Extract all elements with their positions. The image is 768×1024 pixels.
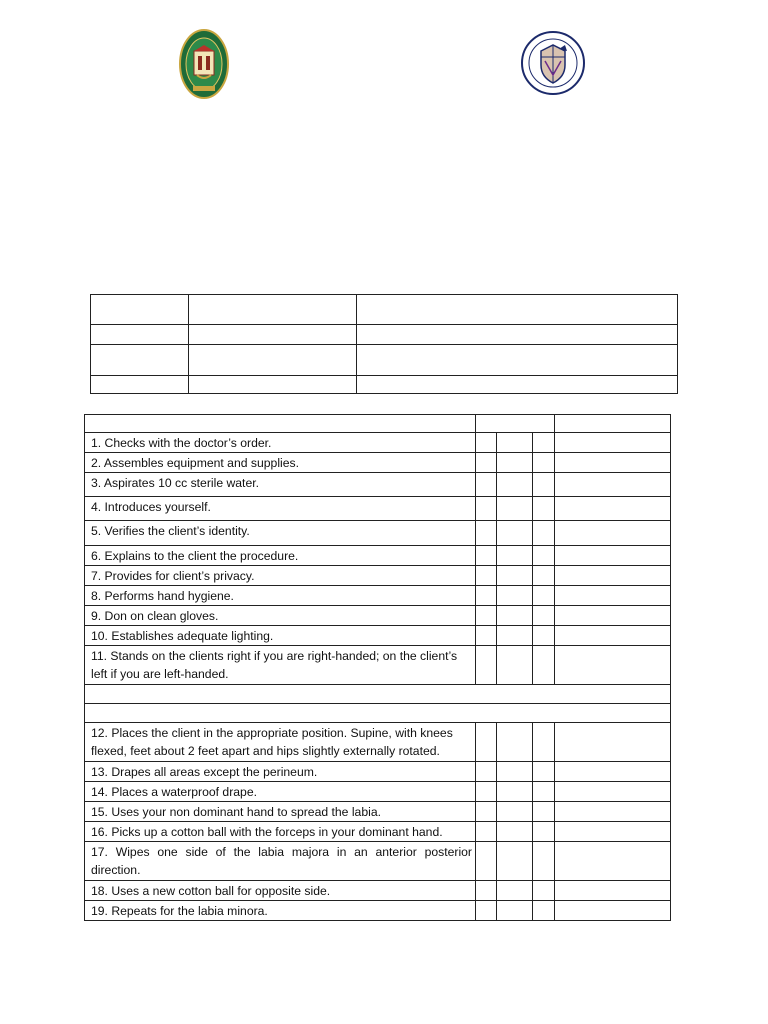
remarks-cell[interactable] [555,497,671,521]
rating-box[interactable] [497,546,533,566]
table-row [85,802,671,822]
step-text: 17. Wipes one side of the labia majora in an anterior posterior direction. [85,842,476,881]
info-cell [357,295,678,325]
rating-box[interactable] [533,521,555,546]
rating-box[interactable] [476,566,497,586]
remarks-cell[interactable] [555,762,671,782]
college-seal-blue-icon [521,31,585,95]
table-row [85,901,671,921]
rating-box[interactable] [497,782,533,802]
remarks-cell[interactable] [555,822,671,842]
remarks-cell[interactable] [555,566,671,586]
step-text: 1. Checks with the doctor’s order. [85,433,476,453]
rating-box[interactable] [476,802,497,822]
remarks-cell[interactable] [555,802,671,822]
table-row [85,433,671,453]
procedure-checklist-table [84,414,671,921]
step-text: 7. Provides for client’s privacy. [85,566,476,586]
table-row [85,842,671,881]
student-info-table [90,294,678,394]
table-row [85,881,671,901]
rating-box[interactable] [533,782,555,802]
section-divider-row [85,685,671,704]
remarks-cell[interactable] [555,881,671,901]
header-cell [85,415,476,433]
remarks-cell[interactable] [555,782,671,802]
remarks-cell[interactable] [555,433,671,453]
rating-box[interactable] [533,802,555,822]
remarks-cell[interactable] [555,586,671,606]
remarks-cell[interactable] [555,901,671,921]
rating-box[interactable] [497,842,533,881]
rating-box[interactable] [497,626,533,646]
rating-box[interactable] [476,433,497,453]
section-divider-row [85,704,671,723]
rating-box[interactable] [497,433,533,453]
step-text: 8. Performs hand hygiene. [85,586,476,606]
rating-box[interactable] [533,762,555,782]
rating-box[interactable] [476,497,497,521]
rating-box[interactable] [533,606,555,626]
table-row [85,822,671,842]
remarks-cell[interactable] [555,646,671,685]
rating-box[interactable] [476,901,497,921]
step-text: 2. Assembles equipment and supplies. [85,453,476,473]
table-row [85,497,671,521]
rating-box[interactable] [533,453,555,473]
step-text: 18. Uses a new cotton ball for opposite side. [85,881,476,901]
info-cell [189,325,357,345]
info-cell [357,376,678,394]
rating-box[interactable] [533,646,555,685]
rating-box[interactable] [497,881,533,901]
info-cell [357,325,678,345]
university-seal-green-icon [179,29,229,99]
rating-box[interactable] [476,473,497,497]
rating-box[interactable] [476,822,497,842]
rating-box[interactable] [497,822,533,842]
step-text: 15. Uses your non dominant hand to spread the labia. [85,802,476,822]
step-text: 12. Places the client in the appropriate position. Supine, with knees flexed, feet about 2 feet apart and hips slightly externally rotated. [85,723,476,762]
rating-box[interactable] [533,497,555,521]
table-row [85,782,671,802]
step-text: 9. Don on clean gloves. [85,606,476,626]
table-row [85,606,671,626]
rating-box[interactable] [497,901,533,921]
rating-box[interactable] [533,901,555,921]
remarks-header-cell [555,415,671,433]
table-row [85,521,671,546]
rating-box[interactable] [497,521,533,546]
step-text: 5. Verifies the client’s identity. [85,521,476,546]
rating-box[interactable] [497,586,533,606]
step-text: 6. Explains to the client the procedure. [85,546,476,566]
remarks-cell[interactable] [555,473,671,497]
rating-box[interactable] [497,606,533,626]
step-text: 16. Picks up a cotton ball with the forceps in your dominant hand. [85,822,476,842]
info-cell [91,325,189,345]
rating-box[interactable] [533,566,555,586]
rating-box[interactable] [476,606,497,626]
rating-box[interactable] [533,881,555,901]
rating-box[interactable] [497,566,533,586]
table-row [85,546,671,566]
rating-box[interactable] [476,881,497,901]
remarks-cell[interactable] [555,546,671,566]
rating-box[interactable] [476,762,497,782]
rating-box[interactable] [476,646,497,685]
rating-box[interactable] [497,723,533,762]
section-divider-cell [85,685,671,704]
rating-box[interactable] [497,762,533,782]
table-row [85,626,671,646]
step-text: 19. Repeats for the labia minora. [85,901,476,921]
rating-box[interactable] [533,433,555,453]
step-text: 3. Aspirates 10 cc sterile water. [85,473,476,497]
remarks-cell[interactable] [555,606,671,626]
rating-box[interactable] [497,802,533,822]
table-row [85,473,671,497]
step-text: 4. Introduces yourself. [85,497,476,521]
step-text: 13. Drapes all areas except the perineum. [85,762,476,782]
remarks-cell[interactable] [555,521,671,546]
rating-box[interactable] [476,521,497,546]
rating-box[interactable] [476,842,497,881]
info-cell [91,295,189,325]
rating-box[interactable] [533,723,555,762]
info-cell [357,345,678,376]
rating-box[interactable] [476,626,497,646]
info-cell [189,345,357,376]
info-cell [189,295,357,325]
info-cell [91,376,189,394]
table-row [85,586,671,606]
remarks-cell[interactable] [555,723,671,762]
rating-box[interactable] [533,546,555,566]
rating-box[interactable] [476,586,497,606]
rating-box[interactable] [476,546,497,566]
rating-box[interactable] [497,646,533,685]
rating-box[interactable] [497,473,533,497]
rating-box[interactable] [497,453,533,473]
rating-box[interactable] [476,453,497,473]
rating-box[interactable] [476,723,497,762]
section-divider-cell [85,704,671,723]
step-text: 14. Places a waterproof drape. [85,782,476,802]
rating-box[interactable] [533,842,555,881]
table-row [85,566,671,586]
checklist-header-row [85,415,671,433]
remarks-cell[interactable] [555,842,671,881]
rating-box[interactable] [476,782,497,802]
rating-box[interactable] [533,626,555,646]
step-text: 10. Establishes adequate lighting. [85,626,476,646]
rating-box[interactable] [497,497,533,521]
table-row [85,762,671,782]
rating-box[interactable] [533,473,555,497]
remarks-cell[interactable] [555,453,671,473]
rating-box[interactable] [533,822,555,842]
remarks-cell[interactable] [555,626,671,646]
table-row [85,453,671,473]
table-row [85,723,671,762]
info-cell [189,376,357,394]
rating-header-cell [476,415,555,433]
step-text: 11. Stands on the clients right if you are right-handed; on the client’s left if you are left-handed. [85,646,476,685]
rating-box[interactable] [533,586,555,606]
table-row [85,646,671,685]
info-cell [91,345,189,376]
